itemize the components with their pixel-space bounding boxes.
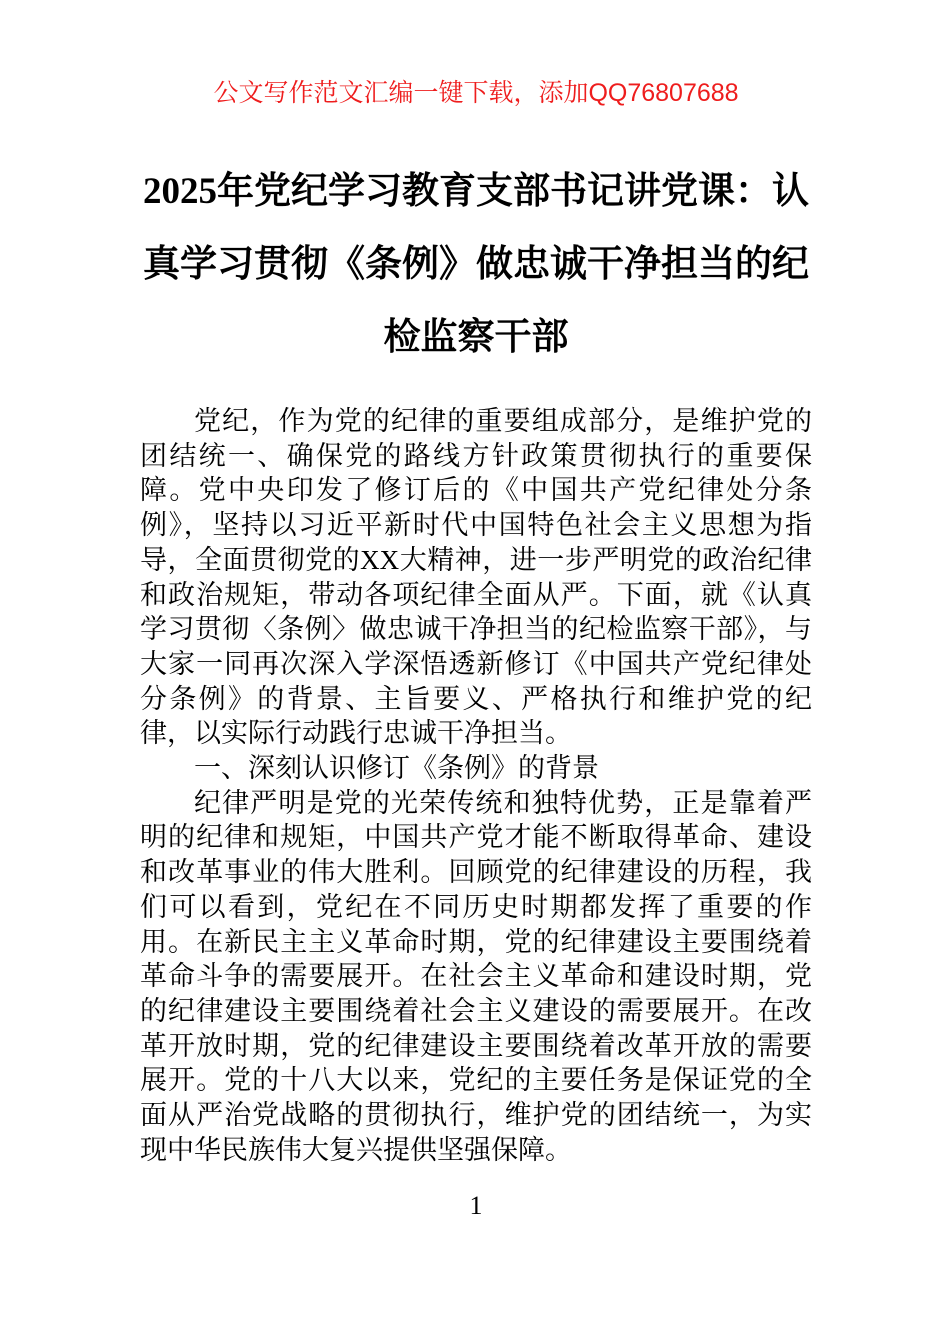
section-heading: 一、深刻认识修订《条例》的背景 bbox=[194, 753, 599, 784]
body-paragraph: 党纪，作为党的纪律的重要组成部分，是维护党的团结统一、确保党的路线方针政策贯彻执行的重要保障。党中央印发了修订后的《中国共产党纪律处分条例》，坚持以习近平新时代中国特色社会主义思想为指导，全面贯彻党的XX大精神，进一步严明党的政治纪律和政治规矩，带动各项纪律全面从严。下面，就《认真学习贯彻〈条例〉做忠诚干净担当的纪检监察干部》，与大家一同再次深入学深悟透新修订《中国共产党纪律处分条例》的背景、主旨要义、严格执行和维护党的纪律，以实际行动践行忠诚干净担当。 bbox=[140, 406, 812, 749]
page-number: 1 bbox=[469, 1191, 483, 1221]
document-body bbox=[140, 404, 812, 1167]
download-notice: 公文写作范文汇编一键下载，添加QQ76807688 bbox=[213, 79, 739, 107]
body-paragraph: 纪律严明是党的光荣传统和独特优势，正是靠着严明的纪律和规矩，中国共产党才能不断取得革命、建设和改革事业的伟大胜利。回顾党的纪律建设的历程，我们可以看到，党纪在不同历史时期都发挥了重要的作用。在新民主主义革命时期，党的纪律建设主要围绕着革命斗争的需要展开。在社会主义革命和建设时期，党的纪律建设主要围绕着社会主义建设的需要展开。在改革开放时期，党的纪律建设主要围绕着改革开放的需要展开。党的十八大以来，党纪的主要任务是保证党的全面从严治党战略的贯彻执行，维护党的团结统一，为实现中华民族伟大复兴提供坚强保障。 bbox=[140, 787, 812, 1165]
document-title: 2025年党纪学习教育支部书记讲党课：认真学习贯彻《条例》做忠诚干净担当的纪检监察干部 bbox=[143, 171, 809, 358]
